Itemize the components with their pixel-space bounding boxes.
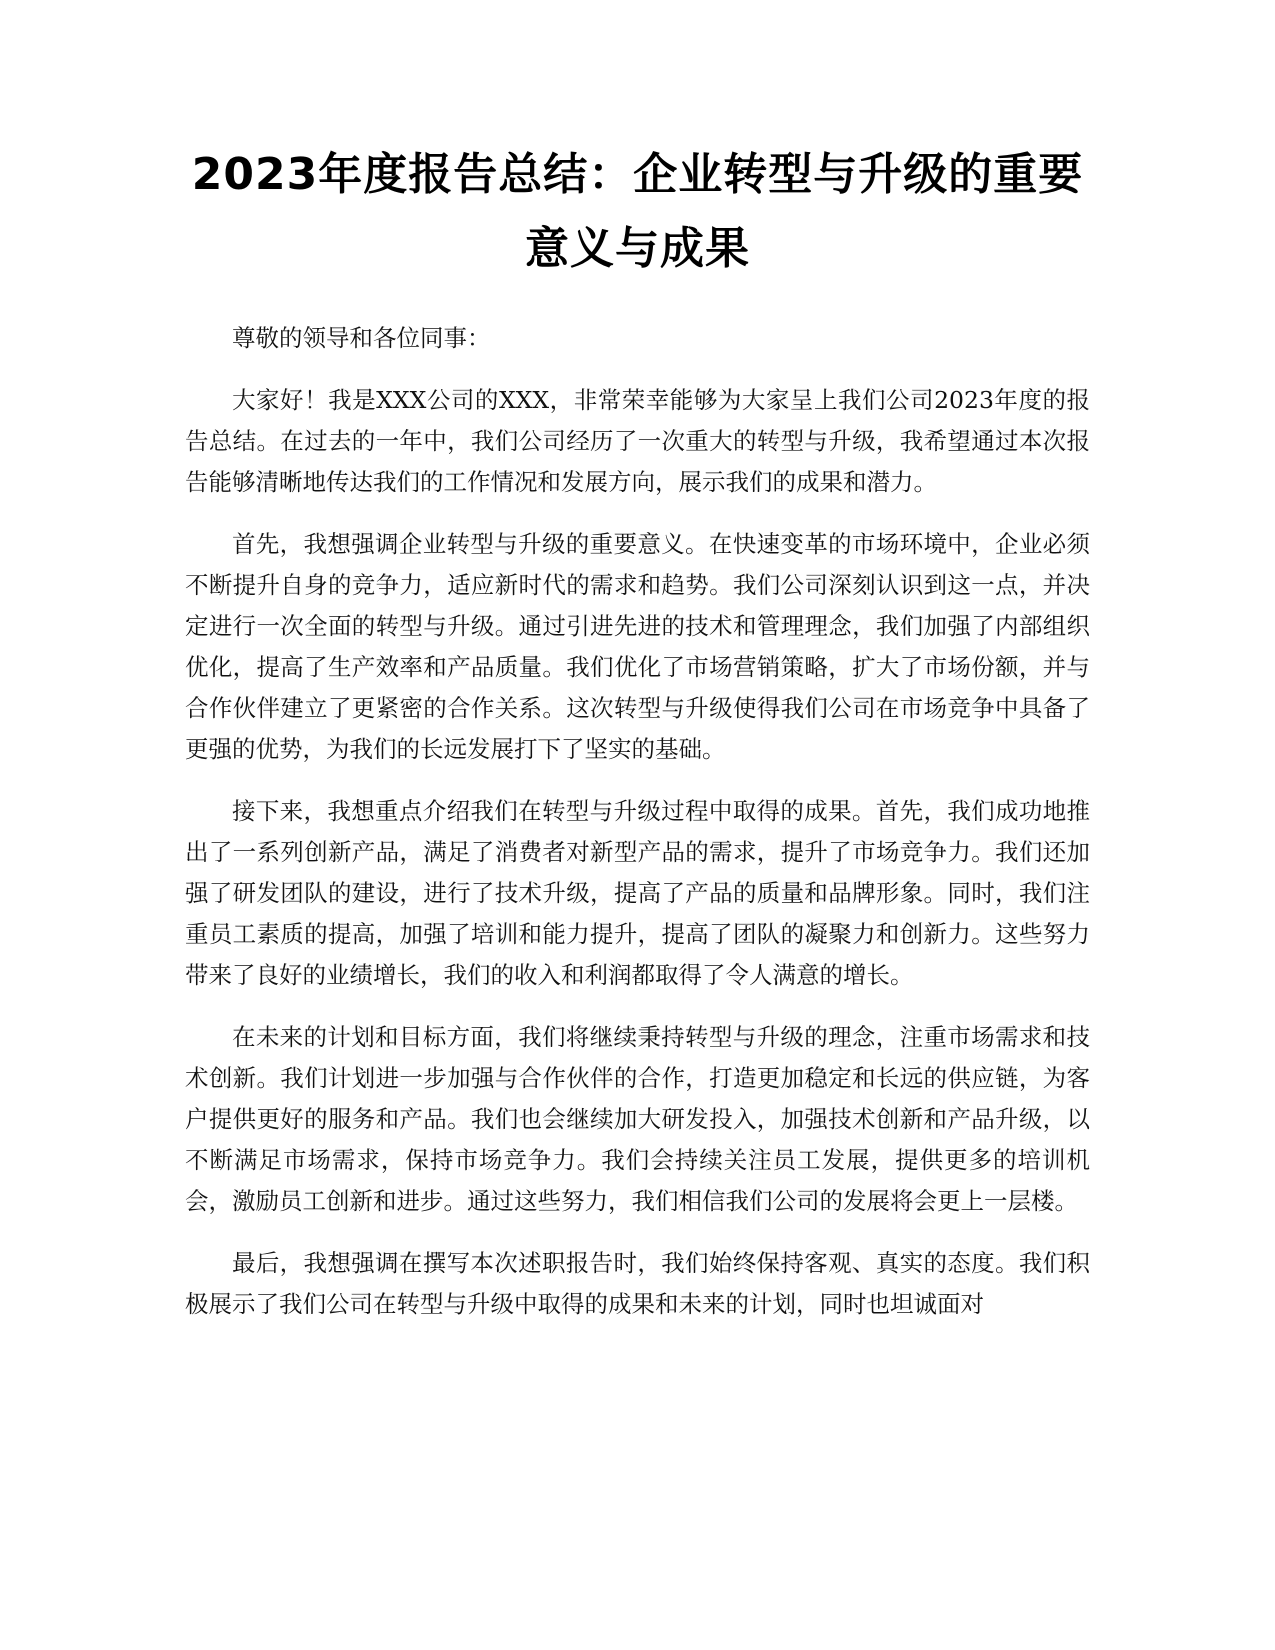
- intro-paragraph: 大家好！我是XXX公司的XXX，非常荣幸能够为大家呈上我们公司2023年度的报告总结。在过去的一年中，我们公司经历了一次重大的转型与升级，我希望通过本次报告能够清晰地传达我们的工作情况和发展方向，展示我们的成果和潜力。: [185, 386, 1090, 496]
- significance-paragraph: 首先，我想强调企业转型与升级的重要意义。在快速变革的市场环境中，企业必须不断提升自身的竞争力，适应新时代的需求和趋势。我们公司深刻认识到这一点，并决定进行一次全面的转型与升级。通过引进先进的技术和管理理念，我们加强了内部组织优化，提高了生产效率和产品质量。我们优化了市场营销策略，扩大了市场份额，并与合作伙伴建立了更紧密的合作关系。这次转型与升级使得我们公司在市场竞争中具备了更强的优势，为我们的长远发展打下了坚实的基础。: [185, 530, 1090, 763]
- document-title: 2023年度报告总结：企业转型与升级的重要意义与成果: [191, 149, 1084, 274]
- future-plans-paragraph: 在未来的计划和目标方面，我们将继续秉持转型与升级的理念，注重市场需求和技术创新。我们计划进一步加强与合作伙伴的合作，打造更加稳定和长远的供应链，为客户提供更好的服务和产品。我们也会继续加大研发投入，加强技术创新和产品升级，以不断满足市场需求，保持市场竞争力。我们会持续关注员工发展，提供更多的培训机会，激励员工创新和进步。通过这些努力，我们相信我们公司的发展将会更上一层楼。: [185, 1023, 1090, 1215]
- salutation-paragraph: 尊敬的领导和各位同事：: [232, 324, 491, 352]
- achievements-paragraph: 接下来，我想重点介绍我们在转型与升级过程中取得的成果。首先，我们成功地推出了一系列创新产品，满足了消费者对新型产品的需求，提升了市场竞争力。我们还加强了研发团队的建设，进行了技术升级，提高了产品的质量和品牌形象。同时，我们注重员工素质的提高，加强了培训和能力提升，提高了团队的凝聚力和创新力。这些努力带来了良好的业绩增长，我们的收入和利润都取得了令人满意的增长。: [185, 797, 1090, 989]
- document-body: [185, 318, 1090, 1346]
- closing-paragraph: 最后，我想强调在撰写本次述职报告时，我们始终保持客观、真实的态度。我们积极展示了我们公司在转型与升级中取得的成果和未来的计划，同时也坦诚面对: [185, 1249, 1090, 1318]
